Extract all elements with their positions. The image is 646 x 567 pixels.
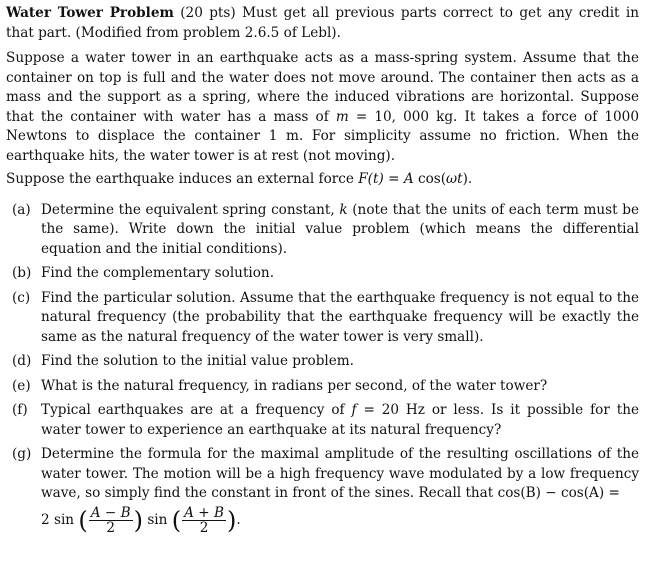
part-a-pre: Determine the equivalent spring constant, [41,201,340,218]
fraction-1-numerator: A − B [90,504,131,521]
problem-note: Must get all previous parts correct to get any credit in that part. (Modified from problem 2.6.5 of Lebl). [6,5,640,41]
force-eq: = [383,171,404,187]
mass-variable: m [335,108,349,125]
frequency-variable: f [351,402,357,418]
force-amplitude: A [403,171,414,187]
force-cos: cos( [413,171,447,187]
left-paren-1: ( [78,506,88,534]
right-paren-2: ) [226,506,237,534]
problem-title: Water Tower Problem [6,5,174,21]
fraction-2-numerator: A + B [184,504,224,521]
fraction-1-denominator: 2 [106,519,116,536]
part-b [6,264,639,284]
identity-sin-2: sin [147,511,168,528]
spring-constant-variable: k [339,201,348,218]
part-c-label: (c) [12,289,31,306]
part-g-pre: Determine the formula for the maximal amplitude of the resulting oscillations of the water tower. The motion will be a high frequency wave modulated by a low frequency wave, so simply find the constant in front of the sines. Recall that [41,446,639,501]
problem-points: (20 pts) [180,5,236,21]
part-f-pre: Typical earthquakes are at a frequency of [41,402,352,418]
force-lead: Suppose the earthquake induces an external force [6,171,359,187]
fraction-1 [89,506,133,535]
part-a [6,201,639,260]
intro-sentence-1: Suppose a water tower in an earthquake acts as a mass-spring system. Assume that the container on top is full and the water does not move around. The container then acts as a mass and the support as a spring, where the induced vibrations are horizontal. Suppose that the container with water has a mass of [6,50,639,125]
fraction-2 [182,506,226,535]
part-f-post: = 20 Hz or less. Is it possible for the water tower to experience an earthquake at its natural frequency? [41,402,639,438]
part-e-text: What is the natural frequency, in radians per second, of the water tower? [41,377,548,394]
part-c [6,289,639,348]
intro-sentence-2: It takes a force of 1000 Newtons to displace the container 1 m. For simplicity assume no friction. When the earthquake hits, the water tower is at rest (not moving). [6,108,639,164]
identity-lhs: cos(B) − cos(A) = [497,485,620,501]
problem-heading [6,4,639,43]
identity-coef: 2 sin [41,511,75,528]
part-f-label: (f) [12,402,28,418]
part-g-label: (g) [12,446,32,462]
trig-identity-rhs [41,506,639,535]
part-d-label: (d) [12,353,32,369]
problem-intro [6,49,639,166]
identity-end: . [236,511,241,528]
part-a-post: (note that the units of each term must be the same). Write down the initial value problem (which means the differential equation and the initial conditions). [41,201,639,257]
part-d [6,352,639,372]
external-force-statement [6,170,639,190]
mass-value: = 10, 000 kg. [348,108,465,125]
right-paren-1: ) [133,506,143,534]
part-c-text: Find the particular solution. Assume that the earthquake frequency is not equal to the natural frequency (the probability that the earthquake frequency will be exactly the same as the natural frequency of the water tower is very small). [41,289,639,345]
part-b-text: Find the complementary solution. [41,265,275,281]
force-omega-t: ωt [446,171,463,187]
part-a-label: (a) [12,201,31,218]
part-e [6,377,639,397]
parts-list [6,201,639,535]
force-close: ). [462,171,473,187]
force-lhs: F(t) [358,171,384,187]
part-e-label: (e) [12,377,31,394]
fraction-2-denominator: 2 [199,519,209,536]
part-b-label: (b) [12,265,32,281]
left-paren-2: ( [171,506,182,534]
part-g [6,445,639,535]
part-d-text: Find the solution to the initial value problem. [41,353,355,369]
part-f [6,401,639,440]
